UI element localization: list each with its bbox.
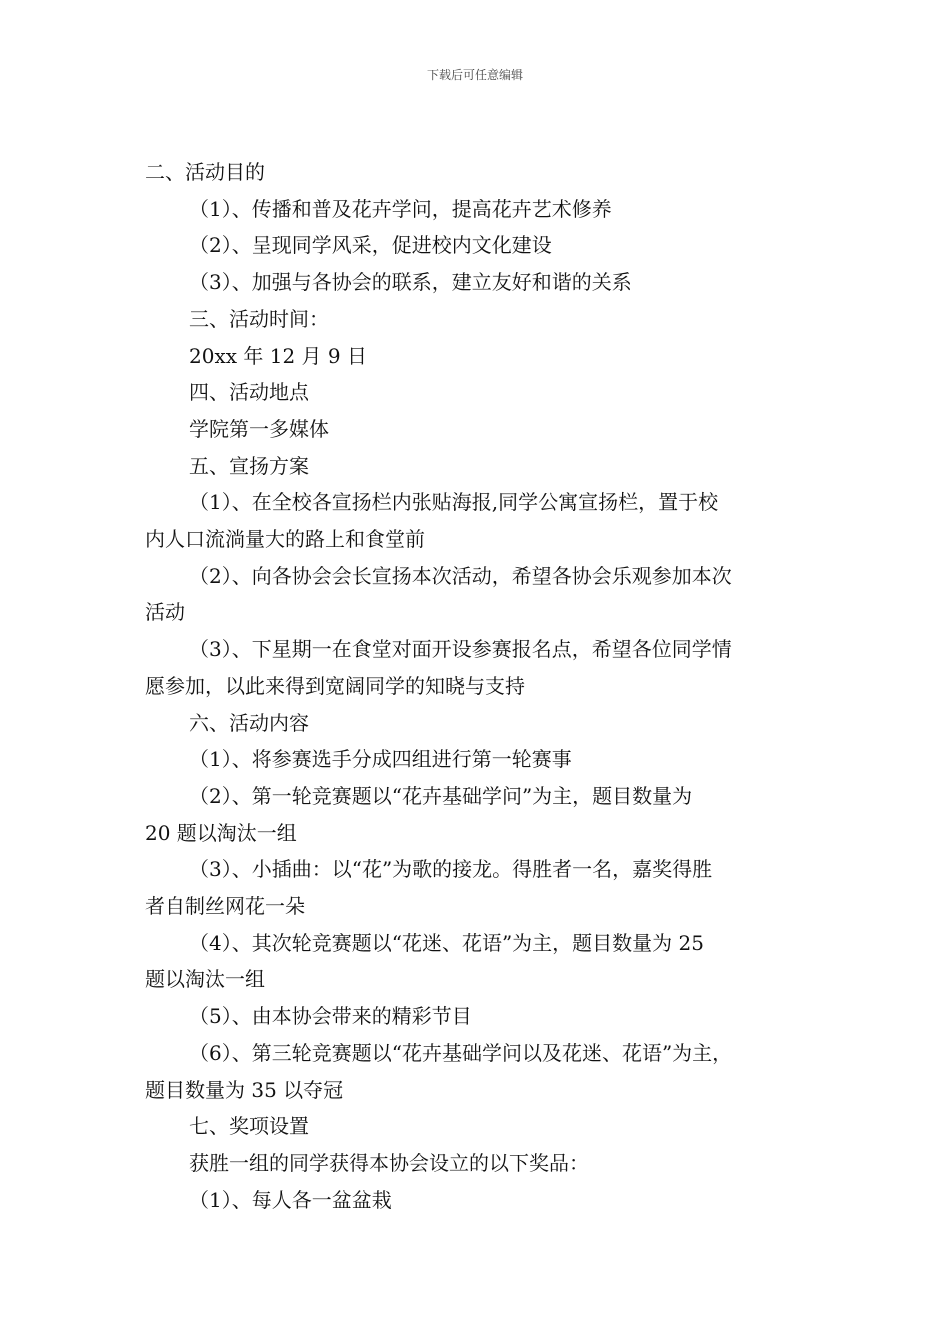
section-heading-purpose: 二、活动目的	[145, 160, 265, 184]
event-date: 20xx 年 12 月 9 日	[189, 343, 367, 368]
document-body	[145, 154, 810, 1218]
section-heading-publicity: 五、宣扬方案	[189, 453, 309, 478]
content-item-1: （1）、将参赛选手分成四组进行第一轮赛事	[189, 747, 572, 772]
purpose-item-3: （3）、加强与各协会的联系，建立友好和谐的关系	[189, 270, 632, 295]
section-heading-location: 四、活动地点	[189, 380, 309, 405]
content-item-5: （5）、由本协会带来的精彩节目	[189, 1004, 472, 1029]
awards-item-1: （1）、每人各一盆盆栽	[189, 1187, 392, 1212]
content-item-2-line-2: 20 题以淘汰一组	[145, 820, 297, 845]
section-heading-awards: 七、奖项设置	[189, 1114, 309, 1139]
awards-intro: 获胜一组的同学获得本协会设立的以下奖品：	[189, 1150, 589, 1175]
section-heading-content: 六、活动内容	[189, 710, 309, 735]
content-item-6-line-1: （6）、第三轮竞赛题以“花卉基础学问以及花迷、花语”为主，	[189, 1040, 733, 1065]
content-item-3-line-1: （3）、小插曲：以“花”为歌的接龙。得胜者一名，嘉奖得胜	[189, 857, 713, 882]
publicity-item-3-line-2: 愿参加，以此来得到宽阔同学的知晓与支持	[145, 673, 525, 698]
purpose-item-2: （2）、呈现同学风采，促进校内文化建设	[189, 233, 552, 258]
page-header-note: 下载后可任意编辑	[426, 68, 523, 82]
publicity-item-1-line-2: 内人口流淌量大的路上和食堂前	[145, 527, 425, 552]
purpose-item-1: （1）、传播和普及花卉学问，提高花卉艺术修养	[189, 196, 612, 221]
content-item-4-line-1: （4）、其次轮竞赛题以“花迷、花语”为主，题目数量为 25	[189, 930, 704, 955]
event-location: 学院第一多媒体	[189, 416, 329, 441]
content-item-4-line-2: 题以淘汰一组	[145, 967, 265, 992]
publicity-item-2-line-2: 活动	[145, 600, 185, 625]
content-item-3-line-2: 者自制丝网花一朵	[145, 894, 305, 919]
content-item-6-line-2: 题目数量为 35 以夺冠	[145, 1077, 344, 1102]
content-item-2-line-1: （2）、第一轮竞赛题以“花卉基础学问”为主，题目数量为	[189, 783, 693, 808]
publicity-item-2-line-1: （2）、向各协会会长宣扬本次活动，希望各协会乐观参加本次	[189, 563, 732, 588]
publicity-item-1-line-1: （1）、在全校各宣扬栏内张贴海报,同学公寓宣扬栏，置于校	[189, 490, 719, 515]
publicity-item-3-line-1: （3）、下星期一在食堂对面开设参赛报名点，希望各位同学情	[189, 637, 732, 662]
section-heading-time: 三、活动时间：	[189, 306, 329, 331]
